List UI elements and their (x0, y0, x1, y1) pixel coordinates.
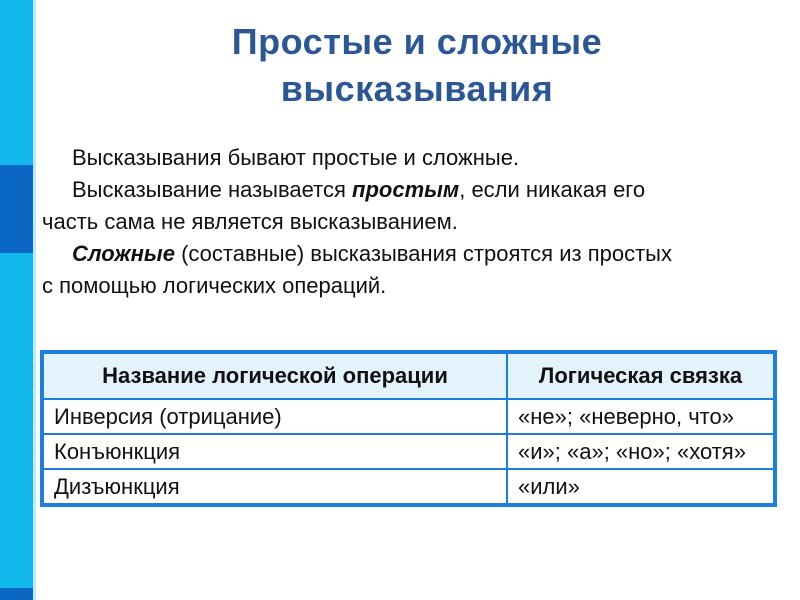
p3-text-after: (составные) высказывания строятся из простых (174, 241, 672, 266)
body-text (42, 142, 762, 302)
table-header-row (42, 352, 775, 399)
paragraph-intro (42, 142, 762, 174)
table-row (42, 434, 775, 469)
logic-operations-table (40, 350, 777, 507)
cell-operation-conjunction: Конъюнкция (42, 434, 507, 469)
left-accent-stripe-blue-bottom (0, 588, 33, 600)
header-logical-connective: Логическая связка (507, 352, 775, 399)
cell-connective-conjunction: «и»; «а»; «но»; «хотя» (507, 434, 775, 469)
p2-line2: часть сама не является высказыванием. (42, 209, 458, 234)
paragraph-intro-text: Высказывания бывают простые и сложные. (72, 145, 520, 170)
table-row (42, 469, 775, 505)
slide-title (34, 18, 800, 112)
left-accent-stripe-blue-middle (0, 165, 33, 253)
paragraph-complex-definition (42, 238, 762, 302)
p3-line2: с помощью логических операций. (42, 273, 387, 298)
header-operation-name: Название логической операции (42, 352, 507, 399)
logic-operations-table-wrapper (40, 350, 777, 507)
p2-term-bold: простым (352, 177, 460, 202)
paragraph-simple-definition (42, 174, 762, 238)
cell-connective-disjunction: «или» (507, 469, 775, 505)
left-accent-stripe-cyan-main (0, 253, 33, 588)
p3-term-bold: Сложные (72, 241, 175, 266)
p2-text-before: Высказывание называется (72, 177, 353, 202)
cell-operation-disjunction: Дизъюнкция (42, 469, 507, 505)
slide-title-line2: высказывания (280, 68, 554, 109)
slide-title-line1: Простые и сложные (231, 21, 603, 62)
left-accent-stripe-cyan-top (0, 0, 33, 165)
cell-operation-inversion: Инверсия (отрицание) (42, 399, 507, 434)
cell-connective-inversion: «не»; «неверно, что» (507, 399, 775, 434)
p2-text-after: , если никакая его (459, 177, 646, 202)
table-row (42, 399, 775, 434)
